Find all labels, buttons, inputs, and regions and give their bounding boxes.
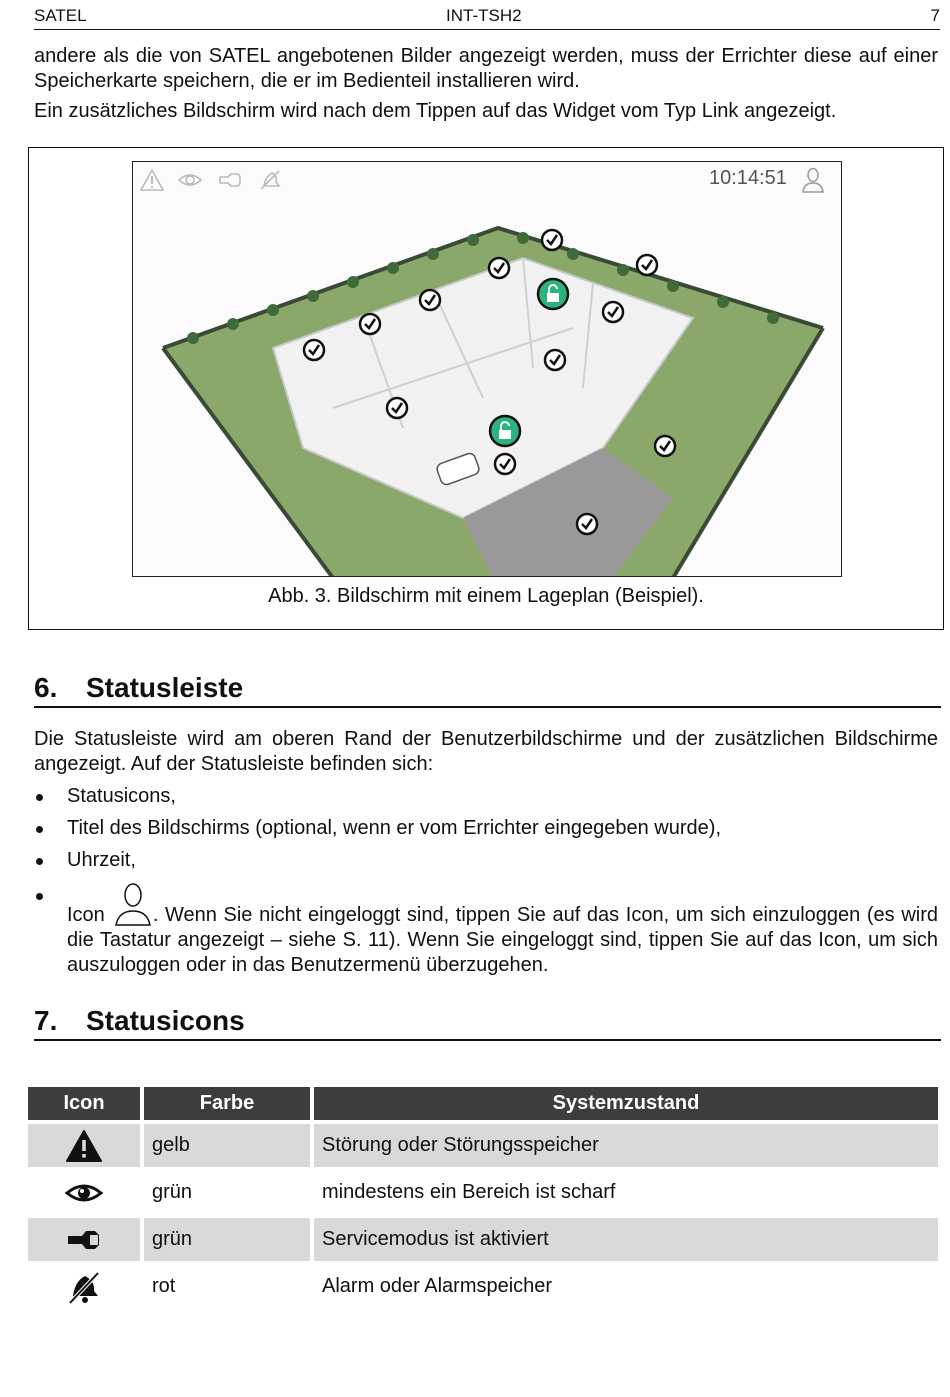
section-6-heading: [34, 672, 941, 708]
section-6-number: 6.: [34, 672, 58, 703]
table-cell-state: Servicemodus ist aktiviert: [314, 1218, 938, 1261]
table-cell-icon: [28, 1171, 140, 1214]
page-header: [34, 6, 940, 30]
section-7-heading: [34, 1005, 941, 1041]
column-header-icon: Icon: [28, 1087, 140, 1120]
icon-bullet-prefix: Icon: [67, 904, 105, 926]
figure-frame: [28, 147, 944, 630]
eye-icon: [64, 1175, 104, 1211]
intro-paragraph-1: andere als die von SATEL angebotenen Bilder angezeigt werden, muss der Errichter diese auf einer Speicherkarte speichern, die er im Bedienteil installieren wird.: [34, 45, 938, 92]
wrench-icon: [64, 1222, 104, 1258]
table-cell-state: Alarm oder Alarmspeicher: [314, 1265, 938, 1308]
warning-icon: [139, 168, 165, 192]
figure-caption: Abb. 3. Bildschirm mit einem Lageplan (Beispiel).: [268, 585, 704, 607]
column-header-state: Systemzustand: [314, 1087, 938, 1120]
section-6-intro: Die Statusleiste wird am oberen Rand der Benutzerbildschirme und der zusätzlichen Bildschirme angezeigt. Auf der Statusleiste befinden sich:: [34, 728, 938, 775]
user-icon: [113, 883, 153, 927]
wrench-icon: [217, 168, 243, 192]
table-cell-icon: [28, 1124, 140, 1167]
table-cell-color: grün: [144, 1218, 310, 1261]
list-item: Statusicons,: [34, 784, 938, 809]
list-item-user-icon: [34, 883, 938, 978]
eye-icon: [177, 168, 203, 192]
column-header-color: Farbe: [144, 1087, 310, 1120]
section-6-body: [34, 727, 938, 985]
table-row: [28, 1124, 938, 1167]
table-header-row: [28, 1087, 938, 1120]
header-model: INT-TSH2: [446, 6, 522, 25]
table-cell-color: rot: [144, 1265, 310, 1308]
section-7-title: Statusicons: [86, 1005, 245, 1036]
table-cell-icon: [28, 1265, 140, 1308]
table-cell-state: mindestens ein Bereich ist scharf: [314, 1171, 938, 1214]
header-brand: SATEL: [34, 6, 87, 25]
table-cell-icon: [28, 1218, 140, 1261]
page-number: 7: [930, 6, 940, 25]
intro-text: [34, 44, 938, 129]
icon-bullet-text: . Wenn Sie nicht eingeloggt sind, tippen Sie auf das Icon, um sich einzuloggen (es wird die Tastatur angezeigt – siehe S. 11). Wenn Sie eingeloggt sind, tippen Sie auf das Icon, um sich auszuloggen oder in das Benutzermenü überzugehen.: [67, 904, 938, 976]
keypad-screen: [132, 161, 842, 577]
section-6-title: Statusleiste: [86, 672, 244, 703]
table-row: [28, 1265, 938, 1308]
warning-icon: [64, 1128, 104, 1164]
table-row: [28, 1218, 938, 1261]
screen-clock: 10:14:51: [709, 167, 787, 189]
table-cell-color: gelb: [144, 1124, 310, 1167]
table-row: [28, 1171, 938, 1214]
screen-status-bar: [133, 162, 841, 198]
table-cell-state: Störung oder Störungsspeicher: [314, 1124, 938, 1167]
list-item: Uhrzeit,: [34, 848, 938, 873]
floor-plan-illustration: [133, 198, 842, 577]
alarm-bell-icon: [257, 168, 283, 192]
user-icon[interactable]: [801, 166, 825, 194]
alarm-bell-icon: [64, 1269, 104, 1305]
table-cell-color: grün: [144, 1171, 310, 1214]
status-bar-items-list: [34, 784, 938, 978]
intro-paragraph-2: Ein zusätzliches Bildschirm wird nach dem Tippen auf das Widget vom Typ Link angezeigt.: [34, 100, 837, 122]
status-icons-table: [24, 1083, 942, 1312]
section-7-number: 7.: [34, 1005, 58, 1036]
list-item: Titel des Bildschirms (optional, wenn er vom Errichter eingegeben wurde),: [34, 816, 938, 841]
